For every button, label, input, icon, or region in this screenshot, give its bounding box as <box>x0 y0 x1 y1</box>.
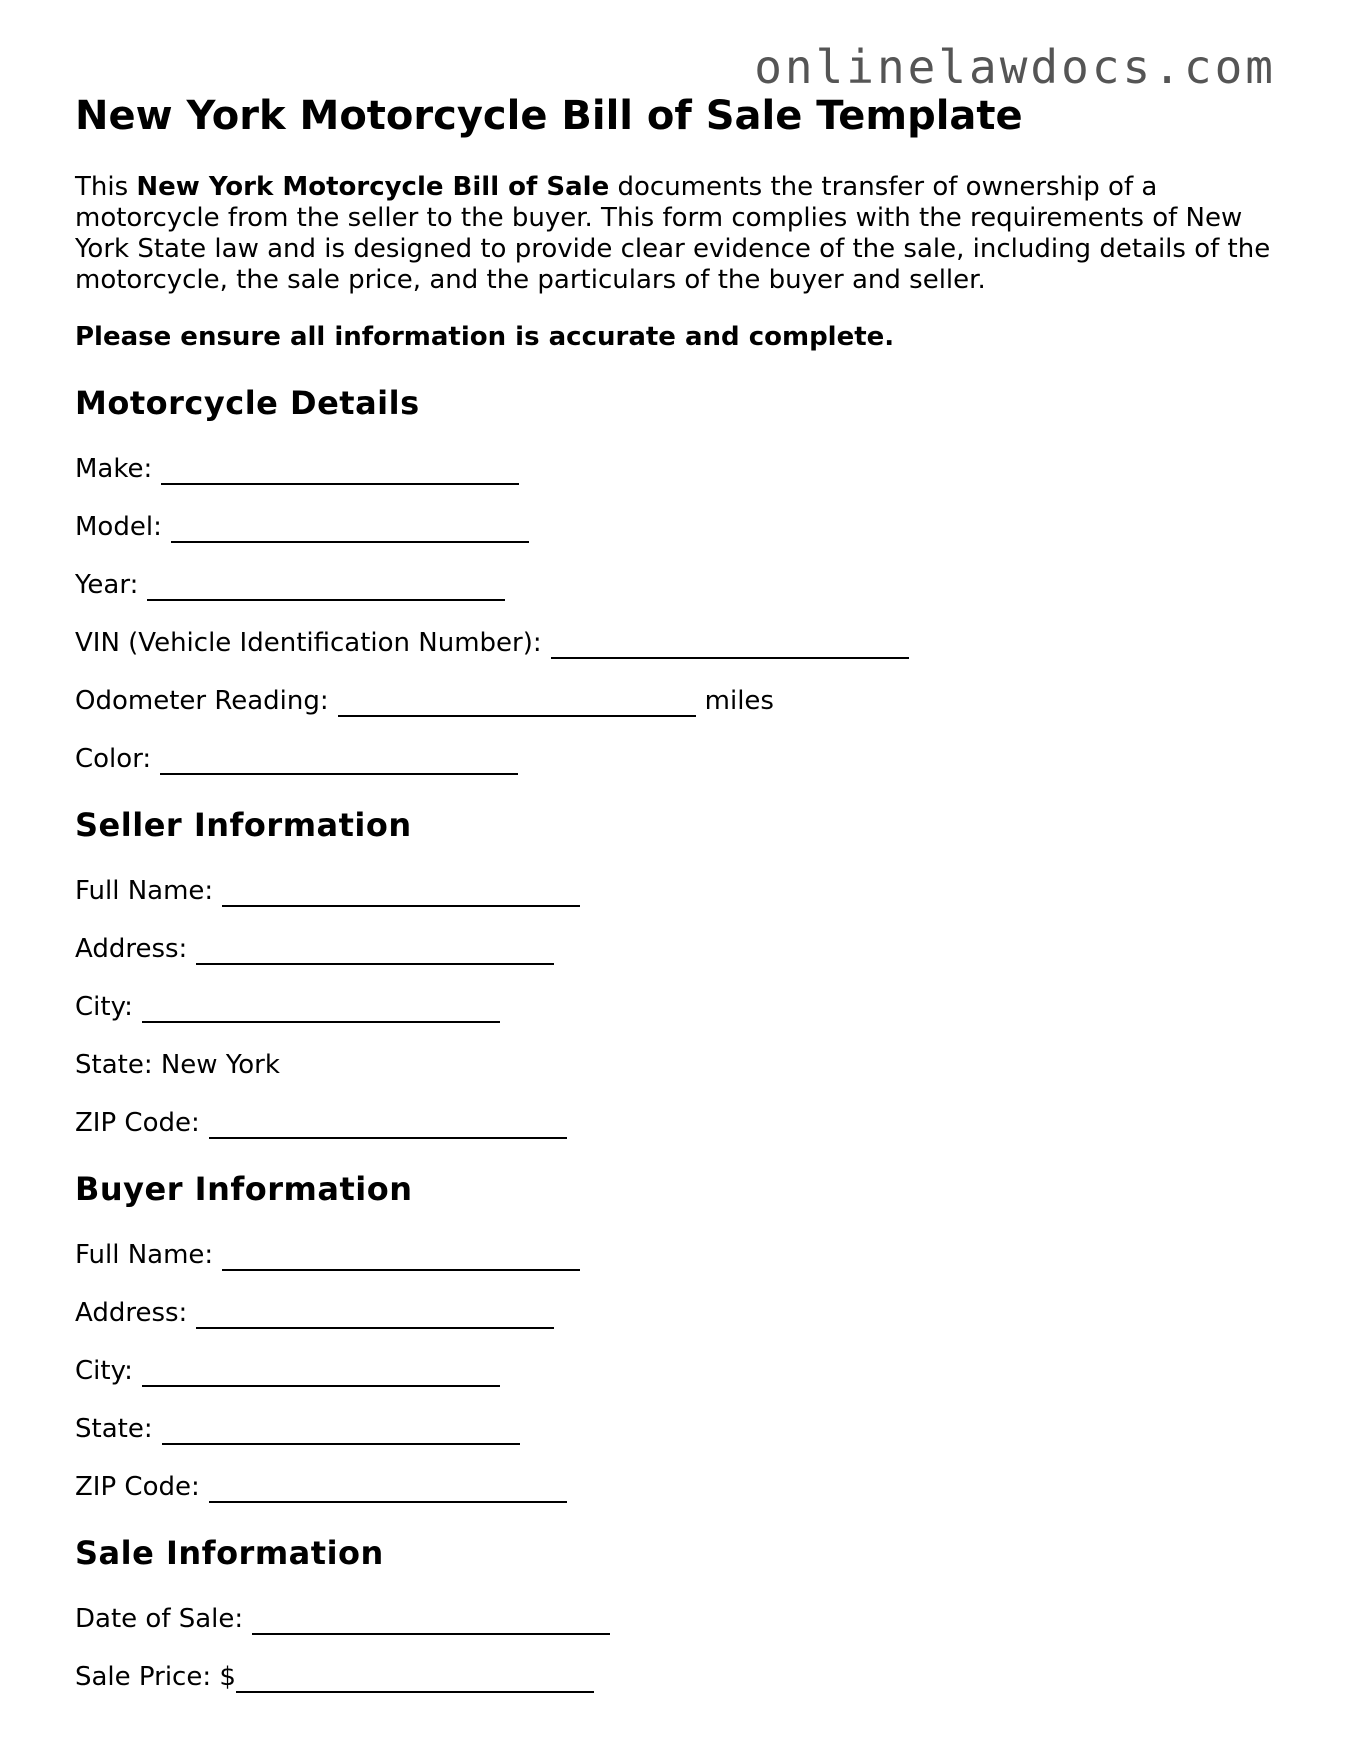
seller-zip-label: ZIP Code: <box>75 1108 200 1138</box>
make-blank[interactable] <box>161 459 519 485</box>
vin-label: VIN (Vehicle Identification Number): <box>75 628 542 658</box>
year-field <box>75 543 1295 601</box>
buyer-zip-label: ZIP Code: <box>75 1472 200 1502</box>
buyer-city-field <box>75 1329 1295 1387</box>
seller-state-label: State: New York <box>75 1050 280 1080</box>
seller-state-field <box>75 1023 1295 1081</box>
buyer-full-name-field <box>75 1209 1295 1271</box>
color-blank[interactable] <box>160 749 518 775</box>
intro-prefix: This <box>75 172 137 202</box>
vin-field <box>75 601 1295 659</box>
year-blank[interactable] <box>147 575 505 601</box>
buyer-state-field <box>75 1387 1295 1445</box>
color-label: Color: <box>75 744 152 774</box>
odometer-field <box>75 659 1295 717</box>
buyer-zip-blank[interactable] <box>209 1477 567 1503</box>
seller-city-blank[interactable] <box>142 997 500 1023</box>
watermark: onlinelawdocs.com <box>754 40 1276 94</box>
odometer-blank[interactable] <box>338 691 696 717</box>
odometer-label: Odometer Reading: <box>75 686 329 716</box>
sale-price-label: Sale Price: $ <box>75 1662 236 1692</box>
intro-paragraph <box>75 172 1295 296</box>
seller-full-name-label: Full Name: <box>75 876 214 906</box>
sale-information-heading: Sale Information <box>75 1534 384 1572</box>
seller-zip-field <box>75 1081 1295 1139</box>
seller-full-name-field <box>75 845 1295 907</box>
model-label: Model: <box>75 512 162 542</box>
color-field <box>75 717 1295 775</box>
motorcycle-details-heading: Motorcycle Details <box>75 384 420 422</box>
buyer-full-name-label: Full Name: <box>75 1240 214 1270</box>
document-body <box>75 90 1295 1693</box>
intro-bold-form-name: New York Motorcycle Bill of Sale <box>136 172 610 202</box>
buyer-information-heading: Buyer Information <box>75 1170 413 1208</box>
model-field <box>75 485 1295 543</box>
seller-full-name-blank[interactable] <box>222 881 580 907</box>
seller-address-field <box>75 907 1295 965</box>
date-of-sale-field <box>75 1573 1295 1635</box>
buyer-state-label: State: <box>75 1414 153 1444</box>
buyer-address-label: Address: <box>75 1298 188 1328</box>
date-of-sale-label: Date of Sale: <box>75 1604 244 1634</box>
make-field <box>75 423 1295 485</box>
buyer-address-blank[interactable] <box>196 1303 554 1329</box>
model-blank[interactable] <box>171 517 529 543</box>
buyer-address-field <box>75 1271 1295 1329</box>
seller-zip-blank[interactable] <box>209 1113 567 1139</box>
make-label: Make: <box>75 454 153 484</box>
date-of-sale-blank[interactable] <box>252 1609 610 1635</box>
buyer-city-label: City: <box>75 1356 133 1386</box>
sale-price-field <box>75 1635 1295 1693</box>
seller-information-heading: Seller Information <box>75 806 412 844</box>
seller-city-field <box>75 965 1295 1023</box>
document-title: New York Motorcycle Bill of Sale Template <box>75 93 1023 139</box>
seller-address-blank[interactable] <box>196 939 554 965</box>
buyer-zip-field <box>75 1445 1295 1503</box>
year-label: Year: <box>75 570 139 600</box>
accuracy-notice: Please ensure all information is accurate and complete. <box>75 322 895 352</box>
odometer-unit: miles <box>704 686 774 716</box>
sale-price-blank[interactable] <box>236 1667 594 1693</box>
vin-blank[interactable] <box>551 633 909 659</box>
buyer-full-name-blank[interactable] <box>222 1245 580 1271</box>
seller-city-label: City: <box>75 992 133 1022</box>
seller-address-label: Address: <box>75 934 188 964</box>
buyer-city-blank[interactable] <box>142 1361 500 1387</box>
buyer-state-blank[interactable] <box>162 1419 520 1445</box>
intro-rest: documents the transfer of ownership of a motorcycle from the seller to the buyer. This form complies with the requirements of New York State law and is designed to provide clear evidence of the sale, including details of the motorcycle, the sale price, and the particulars of the buyer and seller. <box>75 172 1271 295</box>
